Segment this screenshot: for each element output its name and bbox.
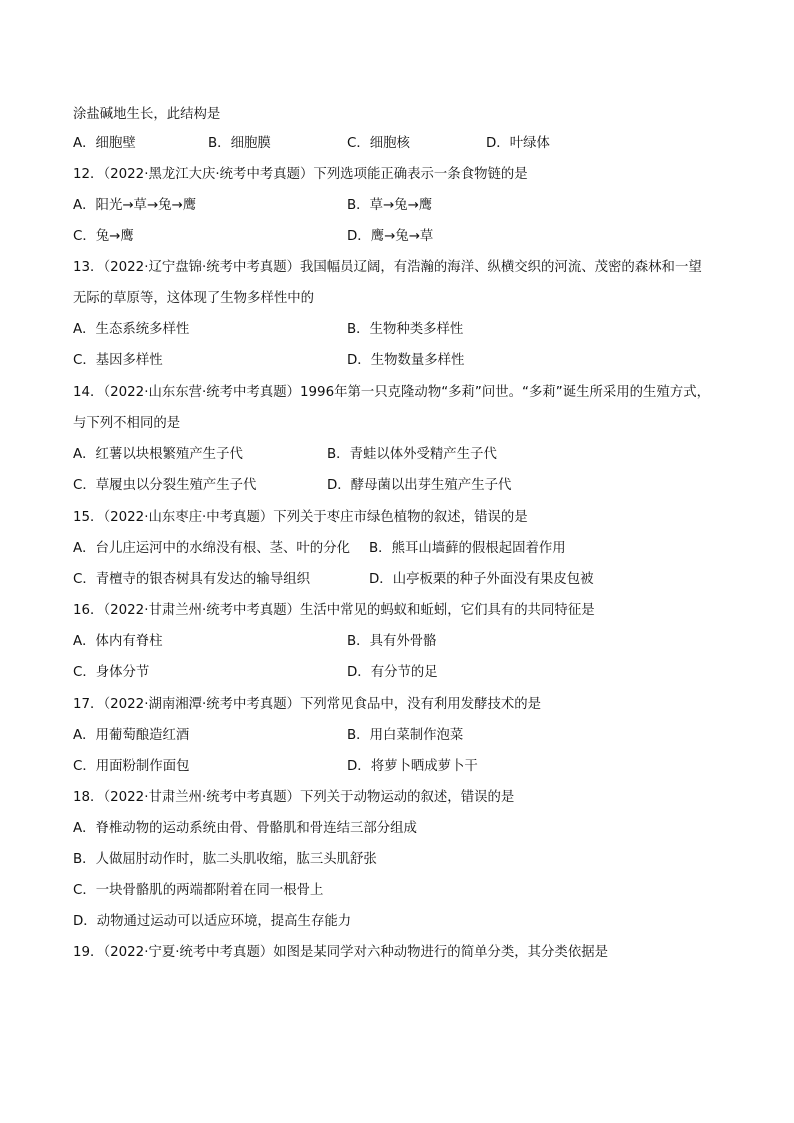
q12-option-a[interactable]: A．阳光→草→兔→鹰 (73, 198, 197, 213)
q16-option-d[interactable]: D．有分节的足 (347, 665, 438, 680)
q13-option-c[interactable]: C．基因多样性 (73, 353, 163, 368)
q12-options-row-1 (73, 195, 774, 217)
q14-options-row-2 (73, 475, 774, 497)
q18-option-a[interactable]: A．脊椎动物的运动系统由骨、骨骼肌和骨连结三部分组成 (73, 821, 417, 836)
q11-option-b[interactable]: B．细胞膜 (208, 136, 271, 151)
q15-options-row-2 (73, 569, 774, 591)
q14-stem-line-2: 与下列不相同的是 (73, 416, 181, 431)
q11-option-a[interactable]: A．细胞壁 (73, 136, 136, 151)
q12-option-d[interactable]: D．鹰→兔→草 (347, 229, 434, 244)
q14-options-row-1 (73, 444, 774, 466)
q17-option-d[interactable]: D．将萝卜晒成萝卜干 (347, 759, 478, 774)
q12-option-c[interactable]: C．兔→鹰 (73, 229, 134, 244)
q17-option-a[interactable]: A．用葡萄酿造红酒 (73, 728, 190, 743)
q15-stem: 15．（2022·山东枣庄·中考真题）下列关于枣庄市绿色植物的叙述，错误的是 (73, 510, 528, 525)
q13-stem-line-1: 13．（2022·辽宁盘锦·统考中考真题）我国幅员辽阔，有浩瀚的海洋、纵横交织的河流、茂密的森林和一望 (73, 260, 702, 275)
q16-option-a[interactable]: A．体内有脊柱 (73, 634, 163, 649)
q18-stem: 18．（2022·甘肃兰州·统考中考真题）下列关于动物运动的叙述，错误的是 (73, 790, 515, 805)
q12-options-row-2 (73, 226, 774, 248)
q16-option-c[interactable]: C．身体分节 (73, 665, 150, 680)
q11-continuation: 涂盐碱地生长，此结构是 (73, 107, 221, 122)
q13-option-b[interactable]: B．生物种类多样性 (347, 322, 464, 337)
q18-option-c[interactable]: C．一块骨骼肌的两端都附着在同一根骨上 (73, 883, 324, 898)
q18-option-d[interactable]: D．动物通过运动可以适应环境，提高生存能力 (73, 914, 352, 929)
q11-options-row (73, 133, 774, 155)
q13-options-row-1 (73, 319, 774, 341)
q15-option-b[interactable]: B．熊耳山墙藓的假根起固着作用 (369, 541, 566, 556)
q11-option-d[interactable]: D．叶绿体 (486, 136, 550, 151)
q14-option-d[interactable]: D．酵母菌以出芽生殖产生子代 (327, 478, 512, 493)
q15-option-d[interactable]: D．山亭板栗的种子外面没有果皮包被 (369, 572, 594, 587)
q15-option-a[interactable]: A．台儿庄运河中的水绵没有根、茎、叶的分化 (73, 541, 350, 556)
q13-stem-line-2: 无际的草原等，这体现了生物多样性中的 (73, 291, 315, 306)
q16-stem: 16．（2022·甘肃兰州·统考中考真题）生活中常见的蚂蚁和蚯蚓，它们具有的共同特征是 (73, 603, 595, 618)
q17-option-c[interactable]: C．用面粉制作面包 (73, 759, 190, 774)
q14-option-b[interactable]: B．青蛙以体外受精产生子代 (327, 447, 497, 462)
q14-stem-line-1: 14．（2022·山东东营·统考中考真题）1996年第一只克隆动物“多莉”问世。“多莉”诞生所采用的生殖方式， (73, 385, 710, 400)
q12-option-b[interactable]: B．草→兔→鹰 (347, 198, 433, 213)
q17-option-b[interactable]: B．用白菜制作泡菜 (347, 728, 464, 743)
q17-options-row-1 (73, 725, 774, 747)
q15-options-row-1 (73, 538, 774, 560)
q17-options-row-2 (73, 756, 774, 778)
q13-option-d[interactable]: D．生物数量多样性 (347, 353, 465, 368)
q16-options-row-1 (73, 631, 774, 653)
q12-stem: 12．（2022·黑龙江大庆·统考中考真题）下列选项能正确表示一条食物链的是 (73, 167, 528, 182)
q17-stem: 17．（2022·湖南湘潭·统考中考真题）下列常见食品中，没有利用发酵技术的是 (73, 697, 542, 712)
q13-option-a[interactable]: A．生态系统多样性 (73, 322, 190, 337)
q16-option-b[interactable]: B．具有外骨骼 (347, 634, 437, 649)
q15-option-c[interactable]: C．青檀寺的银杏树具有发达的输导组织 (73, 572, 310, 587)
q13-options-row-2 (73, 350, 774, 372)
q18-option-b[interactable]: B．人做屈肘动作时，肱二头肌收缩，肱三头肌舒张 (73, 852, 377, 867)
q16-options-row-2 (73, 662, 774, 684)
q14-option-a[interactable]: A．红薯以块根繁殖产生子代 (73, 447, 243, 462)
q19-stem: 19．（2022·宁夏·统考中考真题）如图是某同学对六种动物进行的简单分类，其分类依据是 (73, 945, 608, 960)
q11-option-c[interactable]: C．细胞核 (347, 136, 410, 151)
q14-option-c[interactable]: C．草履虫以分裂生殖产生子代 (73, 478, 257, 493)
